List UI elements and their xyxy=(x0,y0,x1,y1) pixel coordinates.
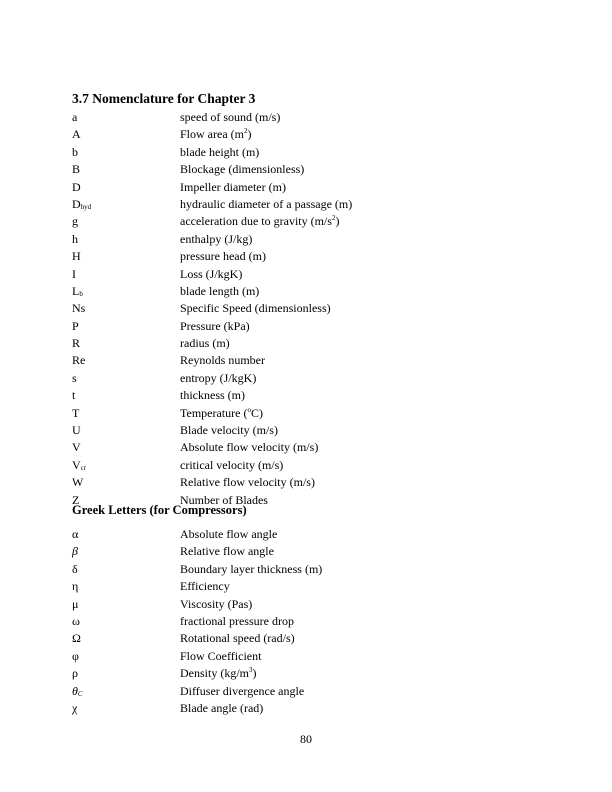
definition-text: Viscosity (Pas) xyxy=(180,596,253,611)
symbol-base: H xyxy=(72,249,81,264)
definition-text: Reynolds number xyxy=(180,353,265,368)
symbol xyxy=(72,596,78,613)
list-item xyxy=(72,352,472,369)
symbol xyxy=(72,231,78,248)
superscript: 3 xyxy=(249,666,253,675)
definition-text: Flow area (m xyxy=(180,127,244,142)
definition-tail: ) xyxy=(335,214,340,229)
symbol xyxy=(72,387,75,404)
symbol-base: D xyxy=(72,196,81,211)
definition-text: Temperature ( xyxy=(180,405,248,420)
definition xyxy=(180,648,261,665)
symbol xyxy=(72,543,78,560)
symbol xyxy=(72,179,81,196)
symbol-base: I xyxy=(72,266,76,281)
list-item xyxy=(72,700,472,717)
symbol xyxy=(72,613,80,630)
list-item xyxy=(72,474,472,491)
symbol-base: V xyxy=(72,440,81,455)
symbol-base: P xyxy=(72,318,79,333)
definition xyxy=(180,144,259,161)
list-item xyxy=(72,596,472,613)
list-item xyxy=(72,405,472,422)
symbol-base: U xyxy=(72,423,81,438)
definition-tail: C) xyxy=(250,405,263,420)
symbol xyxy=(72,370,77,387)
list-item xyxy=(72,439,472,456)
symbol-base: ρ xyxy=(72,666,78,681)
definition xyxy=(180,179,286,196)
definition xyxy=(180,630,295,647)
symbol-base: δ xyxy=(72,561,78,576)
symbol xyxy=(72,405,79,422)
definition-text: entropy (J/kgK) xyxy=(180,370,257,385)
symbol xyxy=(72,578,78,595)
symbol xyxy=(72,161,80,178)
definition xyxy=(180,474,315,491)
list-item xyxy=(72,318,472,335)
definition xyxy=(180,196,352,213)
list-item xyxy=(72,578,472,595)
symbol-subscript: cr xyxy=(80,463,87,472)
list-item xyxy=(72,335,472,352)
definition-text: Blockage (dimensionless) xyxy=(180,162,305,177)
symbol xyxy=(72,335,80,352)
superscript: 2 xyxy=(331,214,336,223)
definition xyxy=(180,439,318,456)
definition-text: blade length (m) xyxy=(180,283,260,298)
list-item xyxy=(72,561,472,578)
definition xyxy=(180,266,242,283)
superscript: o xyxy=(247,405,251,414)
symbol-base: V xyxy=(72,457,81,472)
symbol xyxy=(72,700,77,717)
list-item xyxy=(72,266,472,283)
definition-text: hydraulic diameter of a passage (m) xyxy=(180,196,353,211)
definition-tail: ) xyxy=(252,666,257,681)
definition xyxy=(180,405,263,422)
symbol-base: η xyxy=(72,579,79,594)
definition xyxy=(180,283,259,300)
symbol xyxy=(72,526,78,543)
definition-text: Efficiency xyxy=(180,579,230,594)
symbol-base: ω xyxy=(72,613,80,628)
list-item xyxy=(72,457,472,474)
definition-text: Specific Speed (dimensionless) xyxy=(180,301,331,316)
definition-text: fractional pressure drop xyxy=(180,613,294,628)
symbol xyxy=(72,144,78,161)
definition-text: Diffuser divergence angle xyxy=(180,683,305,698)
definition xyxy=(180,213,339,230)
definition xyxy=(180,665,257,682)
definition-text: enthalpy (J/kg) xyxy=(180,231,253,246)
symbol-base: L xyxy=(72,283,80,298)
symbol xyxy=(72,665,78,682)
symbol xyxy=(72,126,81,143)
definition xyxy=(180,561,322,578)
symbol xyxy=(72,213,78,230)
definition-text: Boundary layer thickness (m) xyxy=(180,561,323,576)
symbol-base: Re xyxy=(72,353,86,368)
definition-text: Pressure (kPa) xyxy=(180,318,250,333)
greek-letters-list xyxy=(72,526,472,717)
definition xyxy=(180,370,256,387)
definition xyxy=(180,526,277,543)
definition-text: Absolute flow angle xyxy=(180,527,278,541)
definition xyxy=(180,596,252,613)
definition-text: Absolute flow velocity (m/s) xyxy=(180,440,319,455)
definition-text: Flow Coefficient xyxy=(180,648,262,663)
symbol xyxy=(72,248,81,265)
list-item xyxy=(72,283,472,300)
list-item xyxy=(72,196,472,213)
symbol-base: μ xyxy=(72,596,79,611)
symbol-subscript: hyd xyxy=(80,202,92,211)
definition xyxy=(180,543,274,560)
symbol-base: Z xyxy=(72,492,80,507)
definition-text: Density (kg/m xyxy=(180,666,249,681)
symbol-base: χ xyxy=(72,700,78,715)
definition xyxy=(180,161,304,178)
symbol-base: A xyxy=(72,127,81,142)
definition xyxy=(180,300,331,317)
symbol-base: h xyxy=(72,231,78,246)
greek-letters-heading: Greek Letters (for Compressors) xyxy=(72,503,247,517)
list-item xyxy=(72,248,472,265)
symbol-base: t xyxy=(72,388,76,403)
definition xyxy=(180,318,250,335)
symbol-base: b xyxy=(72,144,78,159)
definition-text: speed of sound (m/s) xyxy=(180,110,281,124)
symbol-base: Ω xyxy=(72,631,81,646)
symbol xyxy=(72,352,85,369)
symbol-base: α xyxy=(72,527,79,541)
definition-text: radius (m) xyxy=(180,336,230,351)
list-item xyxy=(72,543,472,560)
symbol xyxy=(72,630,81,647)
definition-text: Rotational speed (rad/s) xyxy=(180,631,295,646)
symbol xyxy=(72,318,79,335)
list-item xyxy=(72,161,472,178)
symbol-base: θ xyxy=(72,683,78,698)
definition-text: Loss (J/kgK) xyxy=(180,266,243,281)
definition-text: Relative flow angle xyxy=(180,544,274,559)
list-item xyxy=(72,144,472,161)
page-number: 80 xyxy=(300,732,312,746)
definition xyxy=(180,457,283,474)
symbol-base: W xyxy=(72,475,84,490)
definition-text: Relative flow velocity (m/s) xyxy=(180,475,315,490)
symbol xyxy=(72,648,79,665)
list-item xyxy=(72,179,472,196)
symbol xyxy=(72,109,77,126)
definition xyxy=(180,578,230,595)
list-item xyxy=(72,665,472,682)
symbol-subscript: C xyxy=(77,689,83,698)
list-item xyxy=(72,370,472,387)
definition-tail: ) xyxy=(247,127,252,142)
symbol xyxy=(72,266,76,283)
definition xyxy=(180,613,294,630)
symbol-base: β xyxy=(72,544,78,559)
definition-text: blade height (m) xyxy=(180,144,260,159)
list-item xyxy=(72,648,472,665)
nomenclature-list xyxy=(72,109,472,509)
definition xyxy=(180,683,304,700)
symbol-base: a xyxy=(72,110,78,124)
definition-text: pressure head (m) xyxy=(180,249,266,264)
symbol-base: Ns xyxy=(72,301,86,316)
symbol-base: s xyxy=(72,370,77,385)
symbol-base: D xyxy=(72,179,81,194)
definition xyxy=(180,248,266,265)
list-item xyxy=(72,526,472,543)
definition-text: Number of Blades xyxy=(180,492,268,507)
definition-text: thickness (m) xyxy=(180,388,245,403)
definition-text: Blade velocity (m/s) xyxy=(180,423,278,438)
definition xyxy=(180,422,278,439)
list-item xyxy=(72,300,472,317)
symbol xyxy=(72,561,78,578)
list-item xyxy=(72,231,472,248)
definition xyxy=(180,387,245,404)
section-title: 3.7 Nomenclature for Chapter 3 xyxy=(72,91,256,106)
list-item xyxy=(72,630,472,647)
list-item xyxy=(72,683,472,700)
symbol-base: R xyxy=(72,336,81,351)
symbol xyxy=(72,422,81,439)
symbol-base: g xyxy=(72,214,78,229)
definition-text: Impeller diameter (m) xyxy=(180,179,286,194)
definition-text: Blade angle (rad) xyxy=(180,700,264,715)
definition xyxy=(180,335,230,352)
symbol-base: T xyxy=(72,405,80,420)
list-item xyxy=(72,613,472,630)
definition xyxy=(180,700,263,717)
symbol xyxy=(72,439,81,456)
superscript: 2 xyxy=(243,127,248,136)
list-item xyxy=(72,387,472,404)
definition-text: acceleration due to gravity (m/s xyxy=(180,214,332,229)
definition xyxy=(180,231,252,248)
list-item xyxy=(72,126,472,143)
definition xyxy=(180,352,265,369)
symbol xyxy=(72,300,85,317)
symbol-base: B xyxy=(72,162,81,177)
list-item xyxy=(72,109,472,126)
symbol-subscript: b xyxy=(79,289,83,298)
list-item xyxy=(72,213,472,230)
symbol-base: φ xyxy=(72,648,79,663)
definition xyxy=(180,109,280,126)
list-item xyxy=(72,422,472,439)
definition xyxy=(180,126,251,143)
symbol xyxy=(72,474,83,491)
definition-text: critical velocity (m/s) xyxy=(180,457,284,472)
